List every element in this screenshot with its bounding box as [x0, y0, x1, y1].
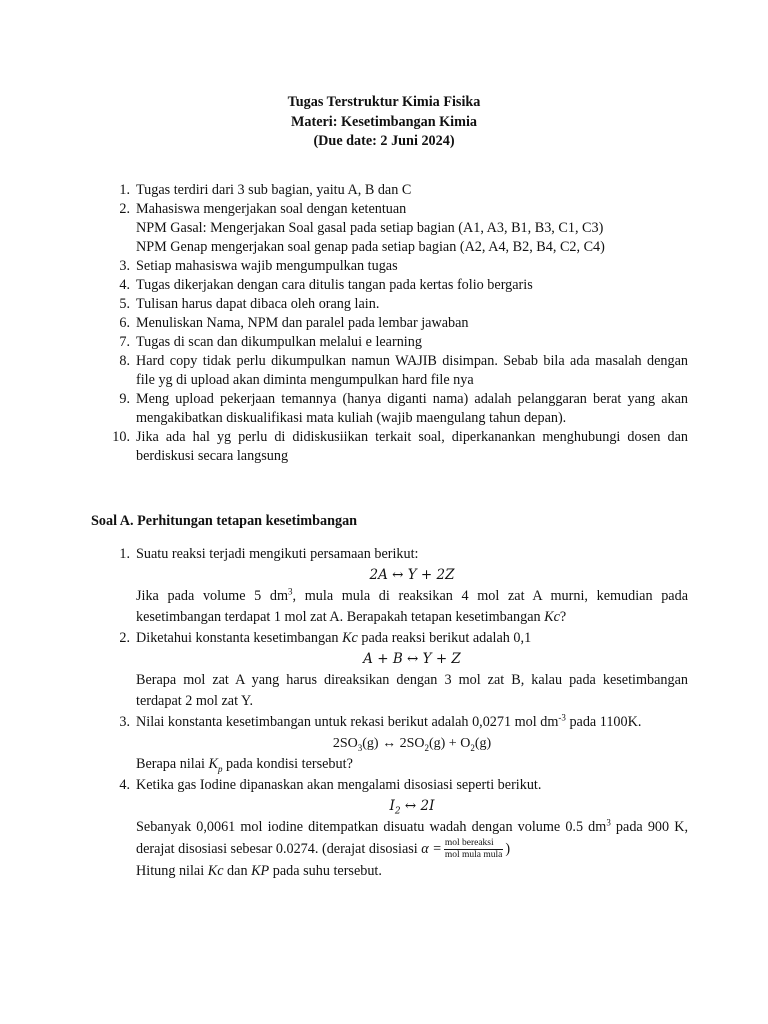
question-1: 1. Suatu reaksi terjadi mengikuti persamaan berikut: 2A ↔ Y + 2Z Jika pada volume 5 $dm^3$, mula mula di reaksikan 4 mol zat A murni, kemudian pada kesetimbangan terdapat 1 mol zat A. Berapakah tetapan kesetimbangan Kc?: [119, 546, 688, 625]
rule-item: 5. Tulisan harus dapat dibaca oleh orang lain.: [119, 296, 380, 312]
header-title: Tugas Terstruktur Kimia Fisika: [287, 94, 481, 110]
rule-item: 1. Tugas terdiri dari 3 sub bagian, yaitu A, B dan C: [119, 182, 412, 198]
rule-item: 9. Meng upload pekerjaan temannya (hanya diganti nama) adalah pelanggaran berat yang akan mengakibatkan diskualifikasi mata kuliah (wajib maengulang tahun depan).: [119, 391, 688, 426]
equation-1: 2A ↔ Y + 2Z: [369, 567, 455, 583]
rule-item: 2. Mahasiswa mengerjakan soal dengan ketentuan NPM Gasal: Mengerjakan Soal gasal pada setiap bagian (A1, A3, B1, B3, C1, C3) NPM Genap mengerjakan soal genap pada setiap bagian (A2, A4, B2, B4, C2, C4): [108, 200, 688, 257]
header-topic: Materi: Kesetimbangan Kimia: [291, 113, 477, 130]
question-list: [108, 544, 688, 882]
equation-2: A + B ↔ Y + Z: [363, 651, 461, 667]
question-2: 2. Diketahui konstanta kesetimbangan Kc pada reaksi berikut adalah 0,1 A + B ↔ Y + Z Berapa mol zat A yang harus direaksikan dengan 3 mol zat B, kalau pada kesetimbangan terdapat 2 mol zat Y.: [119, 630, 688, 709]
question-4: 4. Ketika gas Iodine dipanaskan akan mengalami disosiasi seperti berikut. $I_2$ ↔ 2I Sebanyak 0,0061 mol iodine ditempatkan disuatu wadah dengan volume 0.5 $dm^3$ pada 900 K, derajat disosiasi sebesar 0.0274. (derajat disosiasi α = $\frac{\text{mol bereaksi}}{\text{mol mula mula}}$ ) Hitung nilai Kc dan KP pada suhu tersebut.: [119, 777, 689, 879]
rule-item: 7. Tugas di scan dan dikumpulkan melalui e learning: [119, 334, 422, 350]
rule-item: 3. Setiap mahasiswa wajib mengumpulkan tugas: [119, 258, 398, 274]
document-header: [0, 93, 768, 152]
rule-item: 10. Jika ada hal yg perlu di didiskusiikan terkait soal, diperkanankan menghubungi dosen dan berdiskusi secara langsung: [112, 429, 688, 464]
equation-3: $2SO_3(g)$ ↔ $2SO_2(g) + O_2(g)$: [332, 736, 492, 753]
rule-item: 8. Hard copy tidak perlu dikumpulkan namun WAJIB disimpan. Sebab bila ada masalah dengan file yg di upload akan diminta mengumpulkan hard file nya: [119, 353, 688, 388]
rule-sub-even: NPM Genap mengerjakan soal genap pada setiap bagian (A2, A4, B2, B4, C2, C4): [136, 239, 605, 255]
equation-4: $I_2$ ↔ 2I: [389, 798, 435, 817]
rule-item: 6. Menuliskan Nama, NPM dan paralel pada lembar jawaban: [119, 315, 469, 331]
dissociation-fraction: $\frac{\text{mol bereaksi}}{\text{mol mula mula}}$: [444, 838, 503, 860]
section-a-title: Soal A. Perhitungan tetapan kesetimbangan: [91, 513, 358, 529]
rule-sub-odd: NPM Gasal: Mengerjakan Soal gasal pada setiap bagian (A1, A3, B1, B3, C1, C3): [136, 220, 604, 236]
question-3: 3. Nilai konstanta kesetimbangan untuk rekasi berikut adalah 0,0271 mol $dm^{-3}$ pada 1100K. $2SO_3(g)$ ↔ $2SO_2(g) + O_2(g)$ Berapa nilai $K_p$ pada kondisi tersebut?: [108, 712, 688, 775]
header-due-date: (Due date: 2 Juni 2024): [313, 133, 455, 149]
rules-list: [108, 181, 688, 466]
rule-item: 4. Tugas dikerjakan dengan cara ditulis tangan pada kertas folio bergaris: [119, 277, 533, 293]
